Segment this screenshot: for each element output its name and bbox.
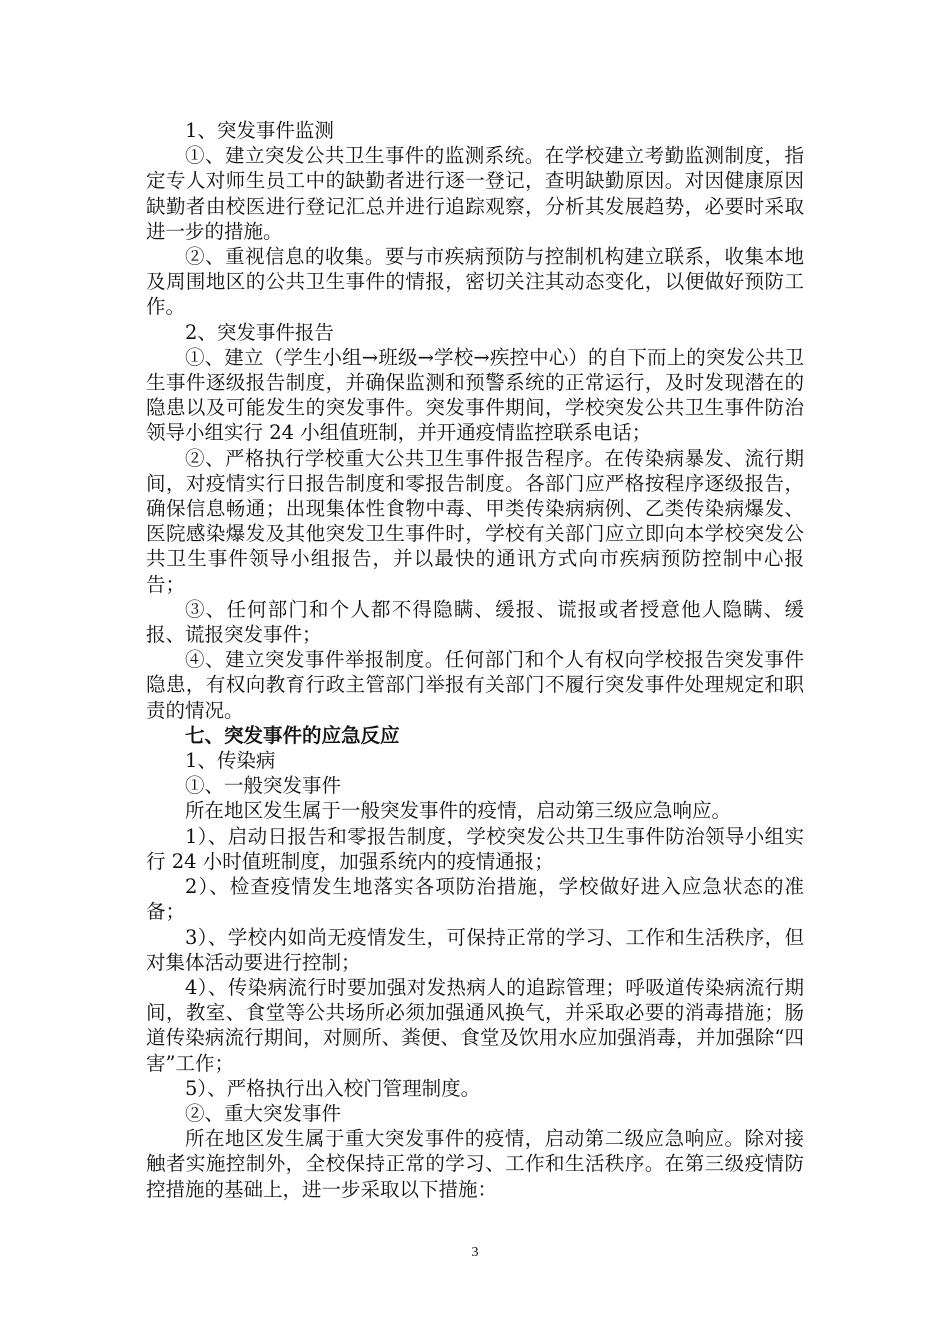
- section-heading: 七、突发事件的应急反应: [185, 723, 400, 747]
- paragraph: 4）、传染病流行时要加强对发热病人的追踪管理；呼吸道传染病流行期间，教室、食堂等公共场所必须加强通风换气，并采取必要的消毒措施；肠道传染病流行期间，对厕所、粪便、食堂及饮用水应加强消毒，并加强除“四害”工作；: [146, 975, 804, 1075]
- paragraph: 2、突发事件报告: [185, 320, 334, 344]
- paragraph: 所在地区发生属于一般突发事件的疫情，启动第三级应急响应。: [185, 799, 732, 823]
- paragraph: 2）、检查疫情发生地落实各项防治措施，学校做好进入应急状态的准备；: [146, 875, 804, 924]
- paragraph: ④、建立突发事件举报制度。任何部门和个人有权向学校报告突发事件隐患，有权向教育行政主管部门举报有关部门不履行突发事件处理规定和职责的情况。: [146, 648, 804, 722]
- paragraph: ①、建立（学生小组→班级→学校→疾控中心）的自下而上的突发公共卫生事件逐级报告制度，并确保监测和预警系统的正常运行，及时发现潜在的隐患以及可能发生的突发事件。突发事件期间，学校突发公共卫生事件防治领导小组实行 24 小组值班制，并开通疫情监控联系电话；: [146, 345, 804, 445]
- paragraph: 所在地区发生属于重大突发事件的疫情，启动第二级应急响应。除对接触者实施控制外，全校保持正常的学习、工作和生活秩序。在第三级疫情防控措施的基础上，进一步采取以下措施：: [146, 1127, 804, 1201]
- page-number: 3: [471, 1245, 479, 1260]
- paragraph: ②、严格执行学校重大公共卫生事件报告程序。在传染病暴发、流行期间，对疫情实行日报告制度和零报告制度。各部门应严格按程序逐级报告，确保信息畅通；出现集体性食物中毒、甲类传染病病例、乙类传染病爆发、医院感染爆发及其他突发卫生事件时，学校有关部门应立即向本学校突发公共卫生事件领导小组报告，并以最快的通讯方式向市疾病预防控制中心报告；: [146, 446, 804, 596]
- paragraph: 1、传染病: [185, 749, 276, 773]
- paragraph: ③、任何部门和个人都不得隐瞒、缓报、谎报或者授意他人隐瞒、缓报、谎报突发事件；: [146, 597, 804, 647]
- paragraph: ②、重视信息的收集。要与市疾病预防与控制机构建立联系，收集本地及周围地区的公共卫生事件的情报，密切关注其动态变化，以便做好预防工作。: [146, 245, 804, 319]
- paragraph: ①、建立突发公共卫生事件的监测系统。在学校建立考勤监测制度，指定专人对师生员工中的缺勤者进行逐一登记，查明缺勤原因。对因健康原因缺勤者由校医进行登记汇总并进行追踪观察，分析其发展趋势，必要时采取进一步的措施。: [146, 144, 804, 243]
- paragraph: 1）、启动日报告和零报告制度，学校突发公共卫生事件防治领导小组实行 24 小时值班制度，加强系统内的疫情通报；: [146, 824, 804, 873]
- paragraph: ②、重大突发事件: [185, 1101, 342, 1125]
- paragraph: 3）、学校内如尚无疫情发生，可保持正常的学习、工作和生活秩序，但对集体活动要进行控制；: [146, 925, 804, 974]
- paragraph: ①、一般突发事件: [185, 774, 342, 798]
- paragraph: 1、突发事件监测: [185, 119, 334, 142]
- document-body: [146, 118, 804, 1202]
- paragraph: 5）、严格执行出入校门管理制度。: [185, 1076, 481, 1100]
